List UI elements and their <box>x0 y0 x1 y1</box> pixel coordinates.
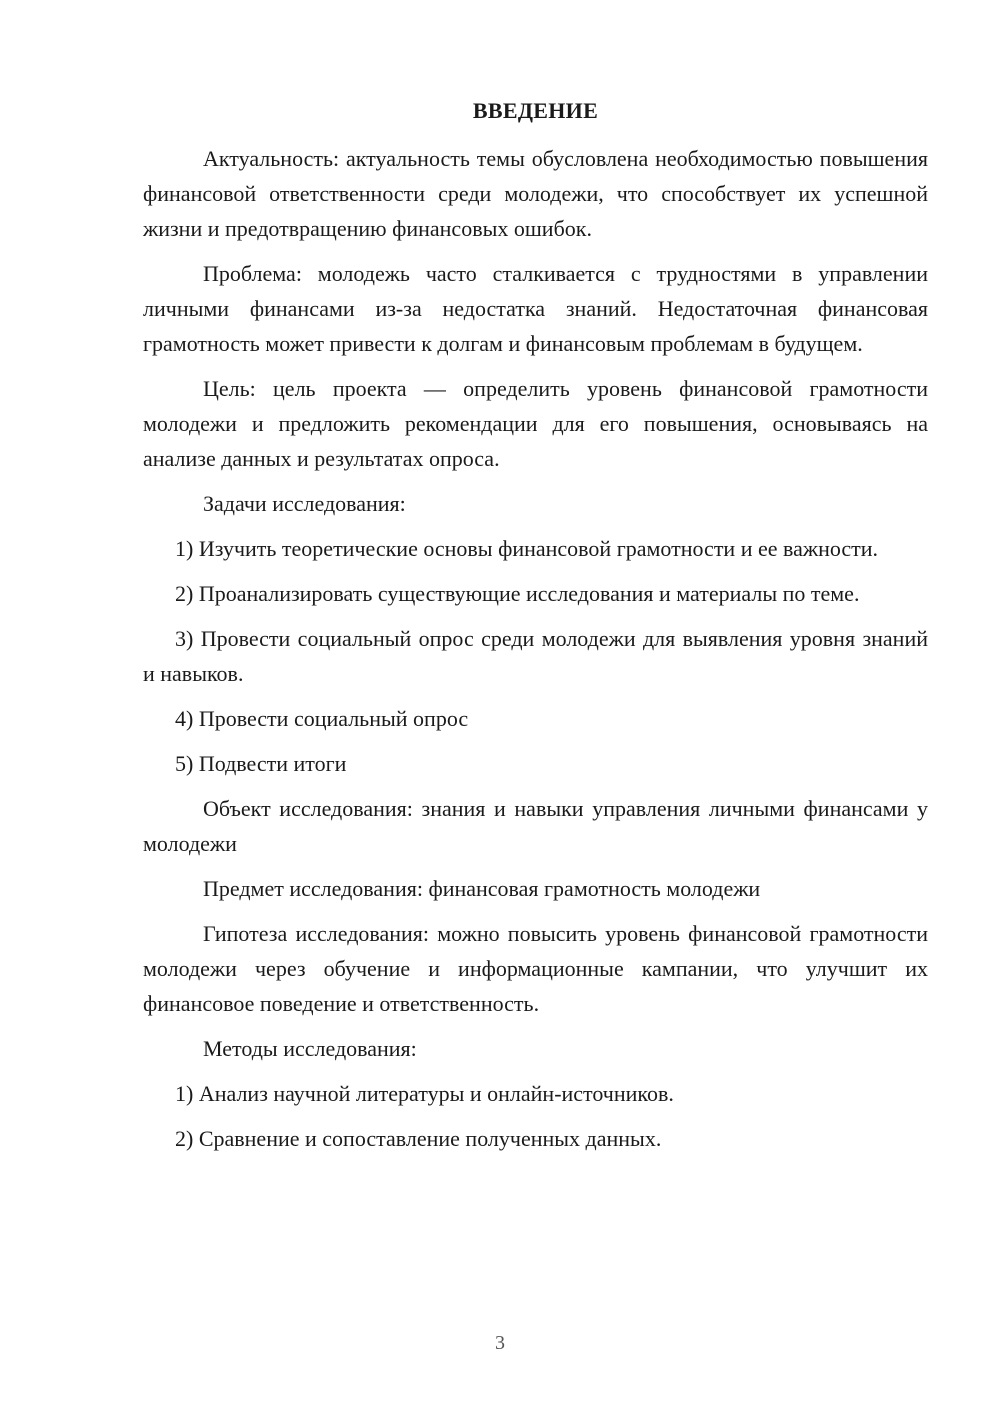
paragraph-hypothesis: Гипотеза исследования: можно повысить уровень финансовой грамотности молодежи через обучение и информационные кампании, что улучшит их финансовое поведение и ответственность. <box>143 921 928 1016</box>
list-item-method-2: 2) Сравнение и сопоставление полученных данных. <box>175 1126 662 1151</box>
page-number: 3 <box>495 1332 505 1354</box>
list-item-method-1: 1) Анализ научной литературы и онлайн-источников. <box>175 1081 674 1106</box>
list-item-task-1: 1) Изучить теоретические основы финансовой грамотности и ее важности. <box>175 536 879 561</box>
list-item-task-5: 5) Подвести итоги <box>175 751 347 776</box>
paragraph-relevance: Актуальность: актуальность темы обусловлена необходимостью повышения финансовой ответственности среди молодежи, что способствует их успешной жизни и предотвращению финансовых ошибок. <box>143 146 928 241</box>
paragraph-methods-heading: Методы исследования: <box>203 1036 417 1061</box>
list-item-task-3: 3) Провести социальный опрос среди молодежи для выявления уровня знаний и навыков. <box>143 626 928 686</box>
document-page <box>143 93 928 1166</box>
paragraph-object: Объект исследования: знания и навыки управления личными финансами у молодежи <box>143 796 928 856</box>
paragraph-problem: Проблема: молодежь часто сталкивается с трудностями в управлении личными финансами из-за недостатка знаний. Недостаточная финансовая грамотность может привести к долгам и финансовым проблемам в будущем. <box>143 261 928 356</box>
list-item-task-2: 2) Проанализировать существующие исследования и материалы по теме. <box>175 581 860 606</box>
paragraph-subject: Предмет исследования: финансовая грамотность молодежи <box>203 876 761 901</box>
paragraph-goal: Цель: цель проекта — определить уровень финансовой грамотности молодежи и предложить рекомендации для его повышения, основываясь на анализе данных и результатах опроса. <box>143 376 928 471</box>
list-item-task-4: 4) Провести социальный опрос <box>175 706 469 731</box>
paragraph-tasks-heading: Задачи исследования: <box>203 491 406 516</box>
section-title: ВВЕДЕНИЕ <box>472 98 599 123</box>
